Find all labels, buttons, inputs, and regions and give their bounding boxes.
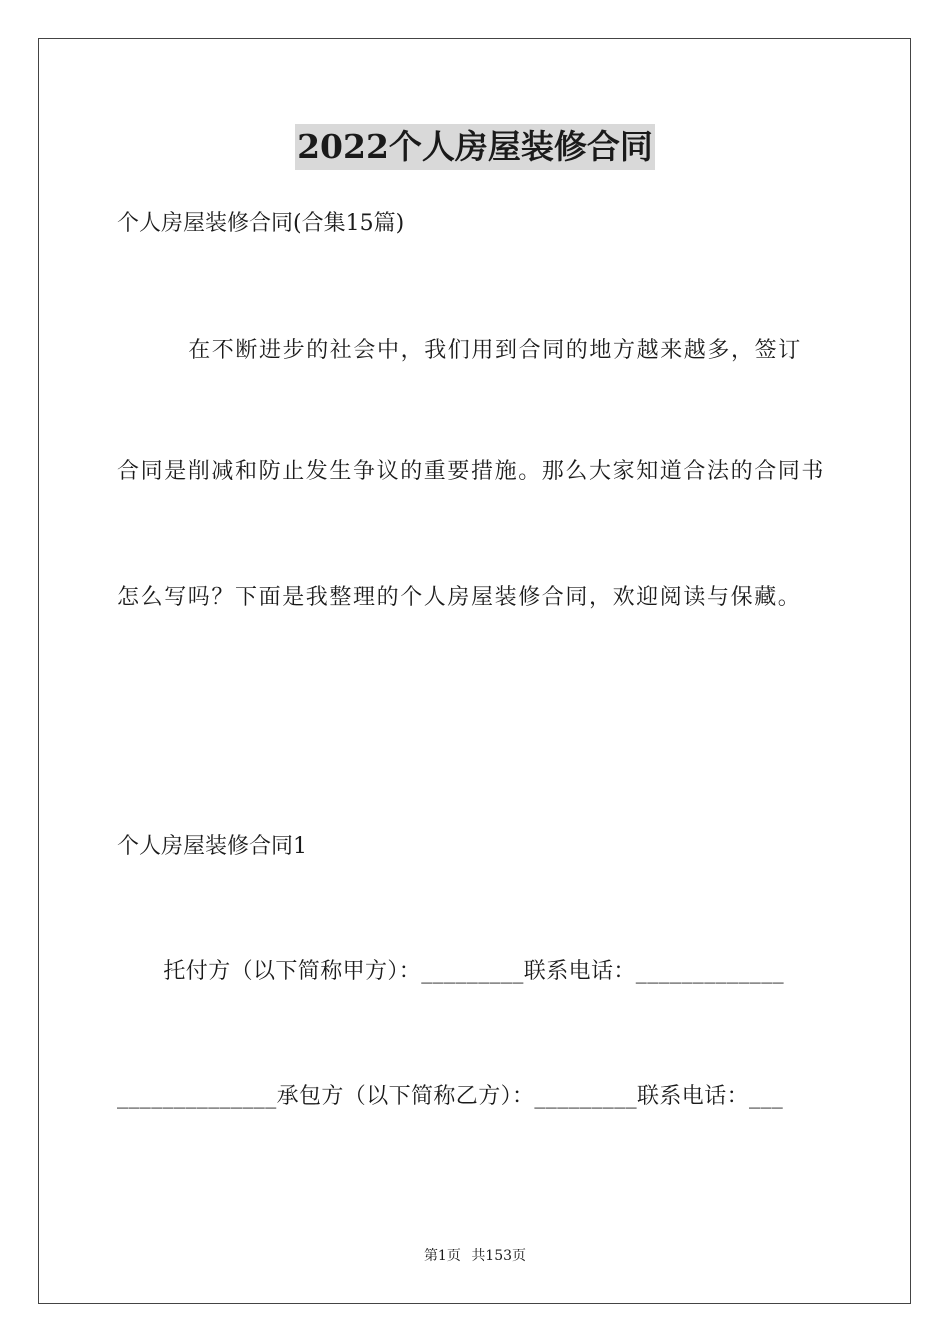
- intro-line-3: 怎么写吗？下面是我整理的个人房屋装修合同，欢迎阅读与保藏。: [117, 585, 802, 610]
- section-heading: 个人房屋装修合同1: [117, 834, 307, 859]
- title-container: [0, 124, 950, 170]
- page-number: 第1页: [423, 1248, 461, 1264]
- clause-line-1: 托付方（以下简称甲方）：_________联系电话：_____________: [141, 959, 785, 984]
- page-total: 共153页: [471, 1248, 527, 1264]
- clause-line-2: ______________承包方（以下简称乙方）：_________联系电话：___: [117, 1084, 784, 1109]
- document-subtitle: 个人房屋装修合同(合集15篇): [117, 211, 405, 236]
- intro-line-1: 在不断进步的社会中，我们用到合同的地方越来越多，签订: [141, 338, 802, 363]
- intro-line-2: 合同是削减和防止发生争议的重要措施。那么大家知道合法的合同书: [117, 459, 826, 484]
- document-title: 2022个人房屋装修合同: [295, 124, 655, 170]
- page-footer: [0, 1246, 950, 1266]
